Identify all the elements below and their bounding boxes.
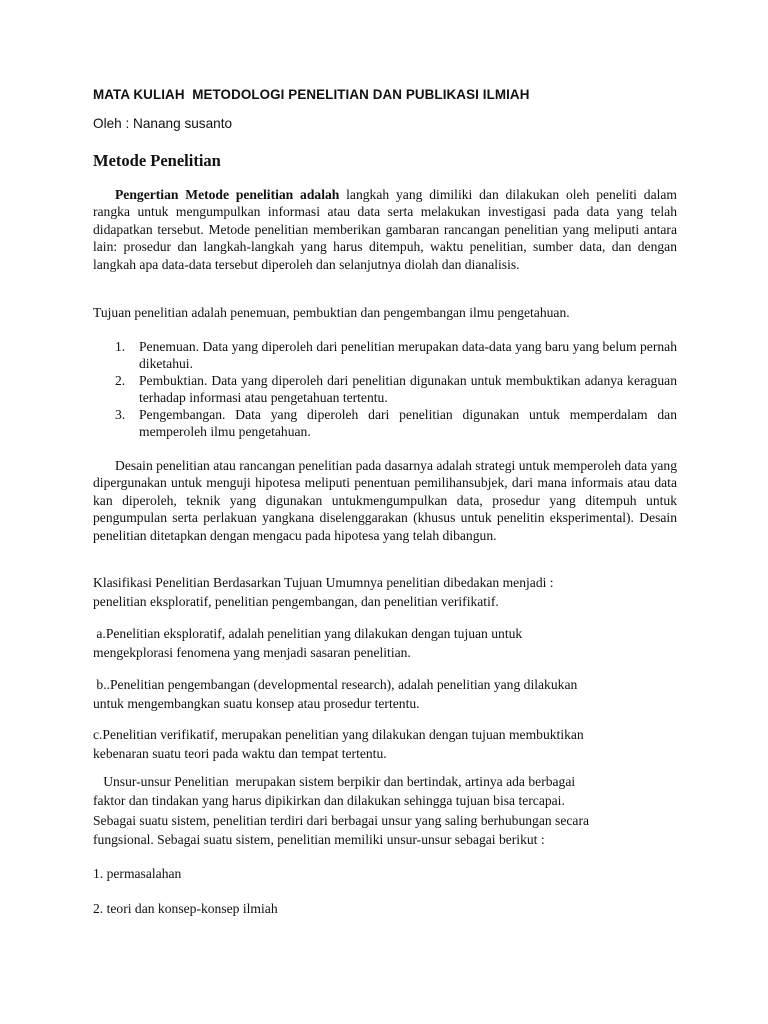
text-line: c.Penelitian verifikatif, merupakan penelitian yang dilakukan dengan tujuan membuktikan — [93, 727, 584, 742]
list-text: Penemuan. Data yang diperoleh dari penelitian merupakan data-data yang baru yang belum pernah diketahui. — [139, 339, 677, 371]
author-line: Oleh : Nanang susanto — [93, 116, 233, 131]
paragraph-design: Desain penelitian atau rancangan penelitian pada dasarnya adalah strategi untuk memperoleh data yang dipergunakan untuk menguji hipotesa meliputi penentuan pemilihansubjek, dari mana informais atau data kan diperoleh, teknik yang digunakan untukmengumpulkan data, prosedur yang ditempuh untuk pengumpulan serta perlakuan yangkana diselenggarakan (khusus untuk penelitin eksperimental). Desain penelitian ditetapkan dengan mengacu pada hipotesa yang telah dibangun. — [93, 458, 677, 543]
paragraph-definition — [93, 186, 677, 273]
text-line: mengekplorasi fenomena yang menjadi sasaran penelitian. — [93, 645, 411, 661]
paragraph-exploratory — [93, 624, 693, 663]
elements-item-2: 2. teori dan konsep-konsep ilmiah — [93, 901, 278, 916]
text-line: kebenaran suatu teori pada waktu dan tempat tertentu. — [93, 746, 387, 762]
document-title: MATA KULIAH METODOLOGI PENELITIAN DAN PUBLIKASI ILMIAH — [93, 87, 530, 102]
paragraph-verification — [93, 725, 693, 764]
purpose-list — [93, 339, 677, 440]
list-item — [93, 339, 677, 373]
list-text: Pembuktian. Data yang diperoleh dari penelitian digunakan untuk membuktikan adanya keraguan terhadap informasi atau pengetahuan tertentu. — [139, 372, 677, 405]
definition-text: langkah yang dimiliki dan dilakukan oleh peneliti dalam rangka untuk mengumpulkan informasi atau data serta melakukan investigasi pada data yang telah didapatkan tersebut. Metode penelitian memberikan gambaran rancangan penelitian yang meliputi antara lain: prosedur dan langkah-langkah yang harus ditempuh, waktu penelitian, sumber data, dan dengan langkah apa data-data tersebut diperoleh dan selanjutnya diolah dan dianalisis. — [93, 187, 677, 272]
paragraph-elements — [93, 772, 693, 850]
definition-term: Pengertian Metode penelitian adalah — [115, 187, 340, 202]
list-number: 3. — [115, 406, 126, 422]
text-line: Sebagai suatu sistem, penelitian terdiri dari berbagai unsur yang saling berhubungan secara — [93, 812, 590, 828]
list-item — [93, 407, 677, 441]
text-line: faktor dan tindakan yang harus dipikirkan dan dilakukan sehingga tujuan bisa tercapai. — [93, 793, 565, 809]
text-line: b..Penelitian pengembangan (developmental research), adalah penelitian yang dilakukan — [93, 677, 578, 692]
text-line: Unsur-unsur Penelitian merupakan sistem berpikir dan bertindak, artinya ada berbagai — [93, 774, 576, 789]
text-line: untuk mengembangkan suatu konsep atau prosedur tertentu. — [93, 696, 420, 712]
elements-item-1: 1. permasalahan — [93, 866, 182, 881]
paragraph-classification — [93, 573, 693, 612]
list-number: 1. — [115, 339, 126, 354]
text-line: a.Penelitian eksploratif, adalah penelitian yang dilakukan dengan tujuan untuk — [93, 626, 523, 641]
text-line: penelitian eksploratif, penelitian pengembangan, dan penelitian verifikatif. — [93, 594, 499, 610]
paragraph-development — [93, 675, 693, 714]
section-heading: Metode Penelitian — [93, 151, 221, 170]
paragraph-purpose: Tujuan penelitian adalah penemuan, pembuktian dan pengembangan ilmu pengetahuan. — [93, 305, 570, 320]
text-line: Klasifikasi Penelitian Berdasarkan Tujuan Umumnya penelitian dibedakan menjadi : — [93, 575, 554, 590]
list-number: 2. — [115, 372, 126, 388]
list-item — [93, 373, 677, 407]
list-text: Pengembangan. Data yang diperoleh dari penelitian digunakan untuk memperdalam dan memperoleh ilmu pengetahuan. — [139, 406, 677, 439]
text-line: fungsional. Sebagai suatu sistem, penelitian memiliki unsur-unsur sebagai berikut : — [93, 832, 545, 848]
